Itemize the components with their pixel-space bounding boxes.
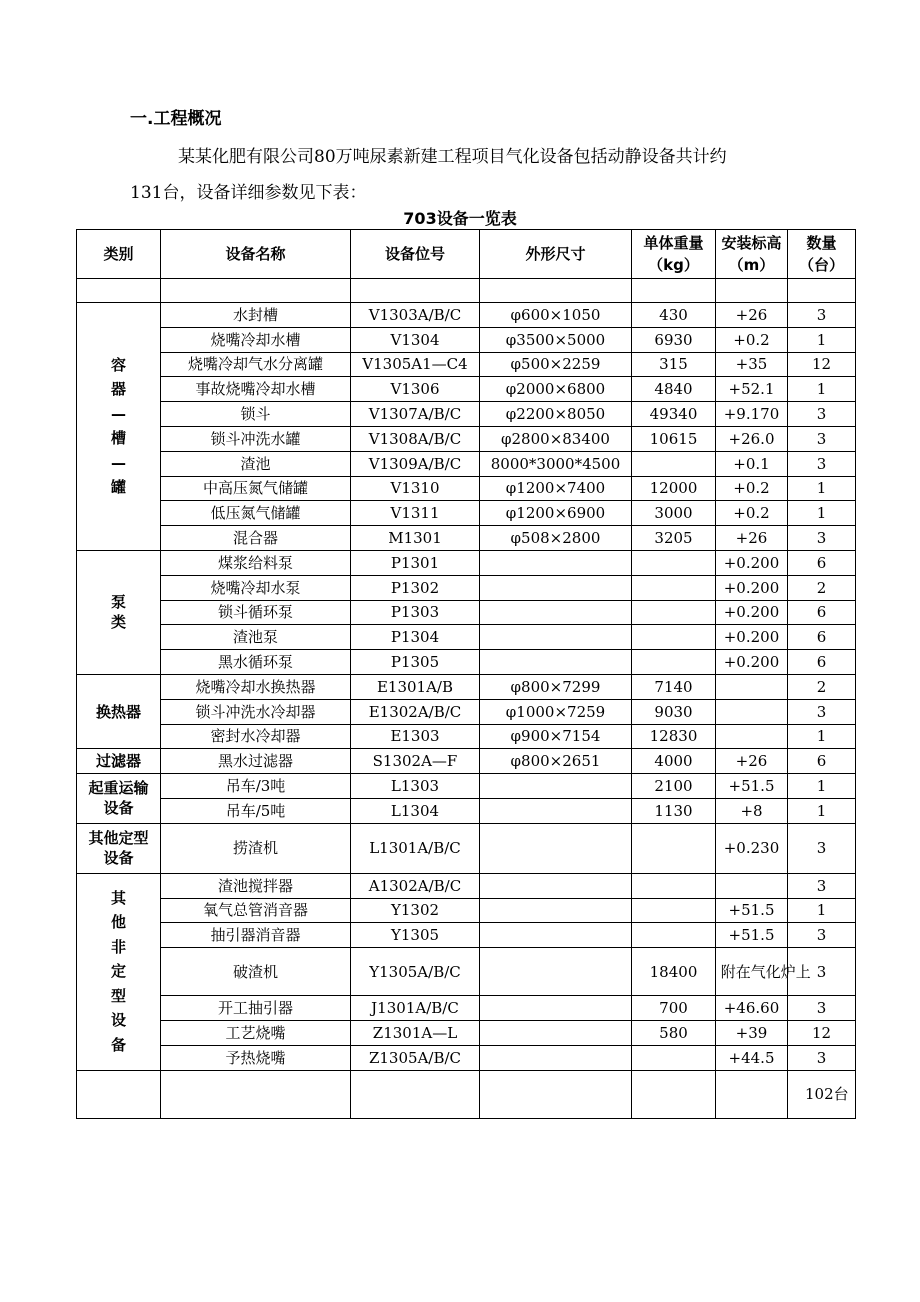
cell-dim: φ2000×6800 [480,377,632,402]
cell-name: 烧嘴冷却水槽 [161,327,351,352]
cell-name: 渣池泵 [161,625,351,650]
cell-name: 捞渣机 [161,823,351,873]
blank-row [77,279,856,303]
category-pumps: 泵类 [77,550,161,674]
cell-elev: +26 [716,749,788,774]
category-vessels: 容器—槽—罐 [77,303,161,551]
cell-dim [480,575,632,600]
cell-qty: 3 [788,402,856,427]
cell-weight: 7140 [632,674,716,699]
cell-qty: 3 [788,526,856,551]
cell-name: 黑水过滤器 [161,749,351,774]
cell-qty: 1 [788,724,856,749]
cell-qty: 3 [788,996,856,1021]
cell-qty: 3 [788,451,856,476]
cell-qty: 1 [788,798,856,823]
cell-dim [480,600,632,625]
cell-tag: P1304 [351,625,480,650]
cell-weight [632,550,716,575]
header-weight: 单体重量（kg） [632,230,716,279]
cell-weight [632,600,716,625]
table-row [77,996,856,1021]
cell-qty: 6 [788,625,856,650]
cell-tag: V1305A1—C4 [351,352,480,377]
cell-dim [480,873,632,898]
cell-dim [480,798,632,823]
table-row [77,600,856,625]
cell-qty: 3 [788,303,856,328]
table-row [77,749,856,774]
category-lifting: 起重运输设备 [77,774,161,824]
cell-dim: 8000*3000*4500 [480,451,632,476]
cell-tag: P1301 [351,550,480,575]
header-category: 类别 [77,230,161,279]
cell-tag: Y1302 [351,898,480,923]
cell-name: 事故烧嘴冷却水槽 [161,377,351,402]
cell-dim [480,996,632,1021]
table-row [77,451,856,476]
cell-dim: φ900×7154 [480,724,632,749]
cell-qty: 1 [788,898,856,923]
table-row [77,377,856,402]
table-row [77,550,856,575]
cell-elev: +0.200 [716,575,788,600]
cell-qty: 3 [788,1045,856,1070]
cell-dim [480,774,632,799]
table-row [77,303,856,328]
cell-qty: 12 [788,352,856,377]
cell-dim [480,823,632,873]
cell-name: 锁斗循环泵 [161,600,351,625]
table-row [77,873,856,898]
cell-name: 黑水循环泵 [161,650,351,675]
cell-dim [480,923,632,948]
cell-name: 破渣机 [161,948,351,996]
cell-weight: 3000 [632,501,716,526]
cell-tag: P1305 [351,650,480,675]
cell-qty: 3 [788,699,856,724]
cell-weight [632,650,716,675]
cell-tag: Y1305 [351,923,480,948]
cell-elev: +44.5 [716,1045,788,1070]
cell-dim: φ1200×7400 [480,476,632,501]
cell-tag: M1301 [351,526,480,551]
cell-elev: +0.2 [716,501,788,526]
cell-qty: 2 [788,575,856,600]
header-elevation: 安装标高（m） [716,230,788,279]
cell-elev: +26.0 [716,426,788,451]
cell-weight: 49340 [632,402,716,427]
cell-weight: 12000 [632,476,716,501]
cell-elev: +0.200 [716,650,788,675]
cell-qty: 12 [788,1020,856,1045]
cell-tag: E1302A/B/C [351,699,480,724]
cell-dim [480,625,632,650]
cell-name: 抽引器消音器 [161,923,351,948]
cell-name: 煤浆给料泵 [161,550,351,575]
cell-name: 渣池 [161,451,351,476]
cell-name: 密封水冷却器 [161,724,351,749]
cell-weight: 4000 [632,749,716,774]
category-other-nonstandard: 其他非定型设备 [77,873,161,1070]
cell-elev: +0.2 [716,476,788,501]
cell-weight: 700 [632,996,716,1021]
table-row [77,1020,856,1045]
cell-tag: V1304 [351,327,480,352]
table-row [77,724,856,749]
cell-name: 混合器 [161,526,351,551]
cell-tag: A1302A/B/C [351,873,480,898]
cell-qty: 1 [788,774,856,799]
cell-dim: φ800×2651 [480,749,632,774]
cell-weight: 10615 [632,426,716,451]
cell-elev: +39 [716,1020,788,1045]
cell-tag: V1310 [351,476,480,501]
header-name: 设备名称 [161,230,351,279]
cell-elev: +0.2 [716,327,788,352]
cell-elev: +9.170 [716,402,788,427]
cell-qty: 6 [788,600,856,625]
table-row [77,625,856,650]
cell-dim: φ508×2800 [480,526,632,551]
cell-tag: V1308A/B/C [351,426,480,451]
cell-elev: +46.60 [716,996,788,1021]
cell-elev: +52.1 [716,377,788,402]
cell-name: 予热烧嘴 [161,1045,351,1070]
cell-tag: Z1305A/B/C [351,1045,480,1070]
cell-dim [480,550,632,575]
cell-elev: +0.200 [716,550,788,575]
table-row [77,476,856,501]
cell-dim [480,1045,632,1070]
intro-paragraph-line1: 某某化肥有限公司80万吨尿素新建工程项目气化设备包括动静设备共计约 [178,147,727,167]
cell-dim: φ500×2259 [480,352,632,377]
cell-tag: Y1305A/B/C [351,948,480,996]
cell-elev: +8 [716,798,788,823]
cell-name: 锁斗 [161,402,351,427]
table-row [77,501,856,526]
cell-tag: L1303 [351,774,480,799]
cell-weight: 12830 [632,724,716,749]
cell-name: 低压氮气储罐 [161,501,351,526]
cell-weight: 315 [632,352,716,377]
cell-weight: 18400 [632,948,716,996]
cell-dim: φ1000×7259 [480,699,632,724]
table-row [77,674,856,699]
cell-name: 锁斗冲洗水冷却器 [161,699,351,724]
cell-name: 烧嘴冷却水换热器 [161,674,351,699]
cell-elev [716,873,788,898]
cell-tag: P1303 [351,600,480,625]
table-row [77,575,856,600]
cell-tag: Z1301A—L [351,1020,480,1045]
header-tag: 设备位号 [351,230,480,279]
table-row [77,898,856,923]
cell-weight [632,451,716,476]
cell-tag: V1307A/B/C [351,402,480,427]
header-dimensions: 外形尺寸 [480,230,632,279]
cell-tag: P1302 [351,575,480,600]
cell-qty: 1 [788,377,856,402]
cell-dim: φ800×7299 [480,674,632,699]
table-row [77,650,856,675]
cell-elev: +26 [716,526,788,551]
cell-weight [632,873,716,898]
cell-elev: +51.5 [716,774,788,799]
table-row [77,352,856,377]
cell-qty: 6 [788,650,856,675]
cell-weight [632,575,716,600]
cell-elev: +51.5 [716,898,788,923]
cell-qty: 3 [788,873,856,898]
cell-weight: 580 [632,1020,716,1045]
cell-elev [716,699,788,724]
cell-weight: 3205 [632,526,716,551]
cell-name: 水封槽 [161,303,351,328]
cell-name: 氧气总管消音器 [161,898,351,923]
cell-tag: V1306 [351,377,480,402]
section-heading: 一.工程概况 [130,109,222,129]
cell-dim [480,898,632,923]
cell-name: 渣池搅拌器 [161,873,351,898]
cell-qty: 1 [788,501,856,526]
cell-elev: +0.200 [716,600,788,625]
intro-paragraph-line2: 131台，设备详细参数见下表： [130,183,367,203]
table-row [77,774,856,799]
cell-qty: 3 [788,948,856,996]
total-quantity: 102台 [788,1070,856,1118]
cell-tag: E1303 [351,724,480,749]
cell-dim: φ1200×6900 [480,501,632,526]
cell-weight [632,923,716,948]
cell-tag: V1303A/B/C [351,303,480,328]
cell-elev: +0.200 [716,625,788,650]
cell-name: 中高压氮气储罐 [161,476,351,501]
cell-weight: 4840 [632,377,716,402]
category-filters: 过滤器 [77,749,161,774]
cell-qty: 6 [788,550,856,575]
cell-dim [480,650,632,675]
cell-dim [480,948,632,996]
table-row [77,1045,856,1070]
cell-weight [632,1045,716,1070]
cell-weight: 6930 [632,327,716,352]
header-quantity: 数量（台） [788,230,856,279]
cell-dim: φ2800×83400 [480,426,632,451]
table-header-row [77,230,856,279]
cell-weight: 1130 [632,798,716,823]
cell-name: 开工抽引器 [161,996,351,1021]
cell-tag: L1301A/B/C [351,823,480,873]
cell-tag: V1311 [351,501,480,526]
table-title: 703设备一览表 [403,209,517,228]
cell-name: 工艺烧嘴 [161,1020,351,1045]
cell-qty: 3 [788,426,856,451]
table-row [77,823,856,873]
total-row [77,1070,856,1118]
cell-name: 吊车/5吨 [161,798,351,823]
cell-elev: +35 [716,352,788,377]
table-row [77,699,856,724]
table-row [77,402,856,427]
cell-weight [632,625,716,650]
cell-tag: E1301A/B [351,674,480,699]
cell-elev: 附在气化炉上 [716,948,788,996]
cell-dim [480,1020,632,1045]
cell-name: 烧嘴冷却水泵 [161,575,351,600]
cell-weight: 9030 [632,699,716,724]
cell-elev: +51.5 [716,923,788,948]
equipment-table [76,229,856,1119]
cell-elev: +26 [716,303,788,328]
cell-tag: V1309A/B/C [351,451,480,476]
cell-dim: φ3500×5000 [480,327,632,352]
cell-qty: 3 [788,923,856,948]
cell-qty: 1 [788,327,856,352]
cell-qty: 3 [788,823,856,873]
cell-elev [716,674,788,699]
table-row [77,526,856,551]
cell-weight [632,898,716,923]
cell-dim: φ600×1050 [480,303,632,328]
cell-qty: 2 [788,674,856,699]
table-row [77,798,856,823]
cell-name: 烧嘴冷却气水分离罐 [161,352,351,377]
table-row [77,923,856,948]
cell-dim: φ2200×8050 [480,402,632,427]
category-other-standard: 其他定型设备 [77,823,161,873]
category-heat-exchangers: 换热器 [77,674,161,748]
cell-tag: L1304 [351,798,480,823]
cell-name: 吊车/3吨 [161,774,351,799]
cell-elev: +0.230 [716,823,788,873]
cell-weight: 430 [632,303,716,328]
cell-qty: 1 [788,476,856,501]
cell-tag: J1301A/B/C [351,996,480,1021]
cell-elev: +0.1 [716,451,788,476]
table-row [77,948,856,996]
cell-elev [716,724,788,749]
cell-tag: S1302A—F [351,749,480,774]
cell-name: 锁斗冲洗水罐 [161,426,351,451]
table-row [77,426,856,451]
cell-weight [632,823,716,873]
cell-weight: 2100 [632,774,716,799]
table-row [77,327,856,352]
cell-qty: 6 [788,749,856,774]
